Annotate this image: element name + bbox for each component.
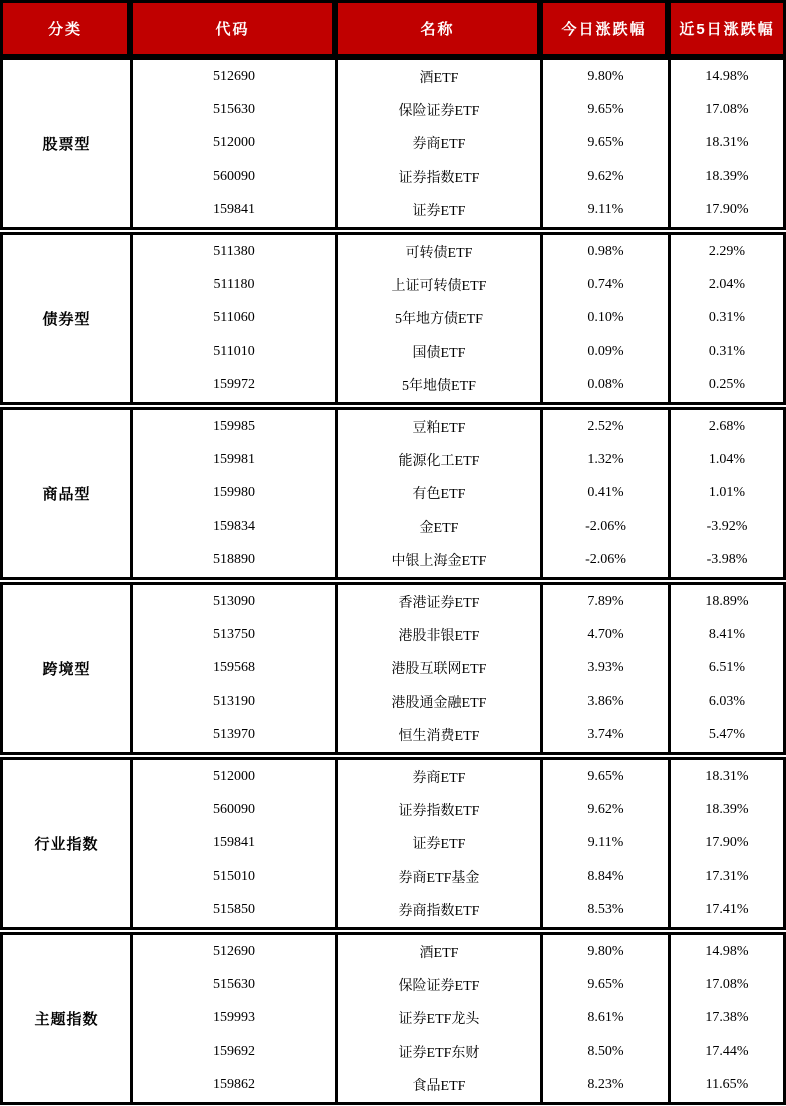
etf-code: 159980 [130, 477, 335, 510]
etf-code: 511380 [130, 235, 335, 268]
etf-code: 512690 [130, 935, 335, 968]
etf-name: 券商ETF基金 [335, 860, 540, 893]
five-day-change-value: 11.65% [668, 1069, 783, 1102]
five-day-change-value: 17.44% [668, 1035, 783, 1068]
five-day-change-value: 6.51% [668, 652, 783, 685]
etf-code: 513750 [130, 618, 335, 651]
header-cell-today-change: 今日涨跌幅 [540, 0, 668, 57]
etf-name: 港股非银ETF [335, 618, 540, 651]
today-change-value: 9.65% [540, 127, 668, 160]
etf-name: 证券ETF龙头 [335, 1002, 540, 1035]
header-cell-name: 名称 [335, 0, 540, 57]
etf-code: 515010 [130, 860, 335, 893]
five-day-change-value: 17.90% [668, 827, 783, 860]
etf-code: 159841 [130, 827, 335, 860]
etf-name: 证券ETF东财 [335, 1035, 540, 1068]
today-change-value: 7.89% [540, 585, 668, 618]
five-day-change-value: 17.08% [668, 968, 783, 1001]
five-day-change-value: 1.01% [668, 477, 783, 510]
etf-name: 保险证券ETF [335, 93, 540, 126]
today-change-value: 0.09% [540, 335, 668, 368]
etf-name: 证券ETF [335, 194, 540, 227]
today-change-value: 8.84% [540, 860, 668, 893]
etf-code: 159834 [130, 510, 335, 543]
etf-code: 515630 [130, 93, 335, 126]
header-cell-category: 分类 [0, 0, 130, 57]
etf-name: 证券ETF [335, 827, 540, 860]
five-day-change-value: 0.25% [668, 369, 783, 402]
etf-code: 159993 [130, 1002, 335, 1035]
category-section [0, 932, 786, 1105]
etf-name: 券商指数ETF [335, 894, 540, 927]
etf-code: 159568 [130, 652, 335, 685]
category-label: 跨境型 [42, 661, 91, 678]
etf-name: 证券指数ETF [335, 793, 540, 826]
five-day-change-value: -3.92% [668, 510, 783, 543]
category-section [0, 757, 786, 930]
etf-code: 159972 [130, 369, 335, 402]
today-change-value: 9.11% [540, 194, 668, 227]
today-change-value: 9.80% [540, 60, 668, 93]
category-section [0, 407, 786, 580]
etf-name: 港股通金融ETF [335, 685, 540, 718]
etf-name: 保险证券ETF [335, 968, 540, 1001]
etf-name: 食品ETF [335, 1069, 540, 1102]
five-day-change-value: 17.08% [668, 93, 783, 126]
five-day-change-value: 0.31% [668, 335, 783, 368]
today-change-value: 8.50% [540, 1035, 668, 1068]
five-day-change-value: 18.39% [668, 160, 783, 193]
table-header-row [0, 0, 786, 57]
etf-name: 中银上海金ETF [335, 544, 540, 577]
five-day-change-value: 14.98% [668, 935, 783, 968]
category-label: 行业指数 [34, 836, 99, 853]
etf-code: 513190 [130, 685, 335, 718]
five-day-change-value: 17.41% [668, 894, 783, 927]
today-change-value: 0.08% [540, 369, 668, 402]
five-day-change-value: 2.04% [668, 268, 783, 301]
category-label: 股票型 [42, 136, 91, 153]
five-day-change-value: 2.29% [668, 235, 783, 268]
today-change-value: 9.62% [540, 160, 668, 193]
today-change-value: 0.74% [540, 268, 668, 301]
five-day-change-value: 18.39% [668, 793, 783, 826]
today-change-value: -2.06% [540, 544, 668, 577]
five-day-change-value: 6.03% [668, 685, 783, 718]
five-day-change-value: 14.98% [668, 60, 783, 93]
category-label: 主题指数 [34, 1011, 99, 1028]
five-day-change-value: 8.41% [668, 618, 783, 651]
today-change-value: 3.86% [540, 685, 668, 718]
five-day-change-value: 2.68% [668, 410, 783, 443]
etf-code: 159841 [130, 194, 335, 227]
header-cell-code: 代码 [130, 0, 335, 57]
today-change-value: 3.74% [540, 719, 668, 752]
etf-code: 159985 [130, 410, 335, 443]
today-change-value: 9.11% [540, 827, 668, 860]
etf-code: 513970 [130, 719, 335, 752]
five-day-change-value: 17.90% [668, 194, 783, 227]
category-section [0, 57, 786, 230]
etf-name: 有色ETF [335, 477, 540, 510]
etf-name: 港股互联网ETF [335, 652, 540, 685]
etf-name: 恒生消费ETF [335, 719, 540, 752]
table-body [0, 57, 786, 1105]
etf-code: 515850 [130, 894, 335, 927]
etf-code: 511010 [130, 335, 335, 368]
today-change-value: 1.32% [540, 443, 668, 476]
etf-code: 511180 [130, 268, 335, 301]
today-change-value: 0.98% [540, 235, 668, 268]
etf-name: 可转债ETF [335, 235, 540, 268]
today-change-value: 0.41% [540, 477, 668, 510]
etf-name: 金ETF [335, 510, 540, 543]
five-day-change-value: 0.31% [668, 302, 783, 335]
five-day-change-value: 17.38% [668, 1002, 783, 1035]
etf-name: 上证可转债ETF [335, 268, 540, 301]
etf-name: 香港证券ETF [335, 585, 540, 618]
etf-code: 518890 [130, 544, 335, 577]
etf-name: 酒ETF [335, 935, 540, 968]
etf-code: 512000 [130, 127, 335, 160]
five-day-change-value: 17.31% [668, 860, 783, 893]
etf-code: 560090 [130, 160, 335, 193]
five-day-change-value: 1.04% [668, 443, 783, 476]
today-change-value: 9.65% [540, 93, 668, 126]
etf-name: 券商ETF [335, 760, 540, 793]
etf-name: 酒ETF [335, 60, 540, 93]
today-change-value: 0.10% [540, 302, 668, 335]
today-change-value: 9.62% [540, 793, 668, 826]
header-cell-five-day-change: 近5日涨跌幅 [668, 0, 786, 57]
etf-code: 560090 [130, 793, 335, 826]
today-change-value: 8.23% [540, 1069, 668, 1102]
etf-code: 512690 [130, 60, 335, 93]
category-section [0, 232, 786, 405]
five-day-change-value: 18.89% [668, 585, 783, 618]
etf-name: 5年地方债ETF [335, 302, 540, 335]
today-change-value: -2.06% [540, 510, 668, 543]
etf-code: 159862 [130, 1069, 335, 1102]
five-day-change-value: 18.31% [668, 127, 783, 160]
category-section [0, 582, 786, 755]
category-label: 债券型 [42, 311, 91, 328]
five-day-change-value: -3.98% [668, 544, 783, 577]
etf-name: 国债ETF [335, 335, 540, 368]
today-change-value: 9.80% [540, 935, 668, 968]
etf-code: 159692 [130, 1035, 335, 1068]
etf-name: 能源化工ETF [335, 443, 540, 476]
etf-code: 512000 [130, 760, 335, 793]
five-day-change-value: 18.31% [668, 760, 783, 793]
today-change-value: 9.65% [540, 760, 668, 793]
today-change-value: 2.52% [540, 410, 668, 443]
today-change-value: 8.61% [540, 1002, 668, 1035]
etf-code: 515630 [130, 968, 335, 1001]
etf-name: 券商ETF [335, 127, 540, 160]
category-label: 商品型 [42, 486, 91, 503]
today-change-value: 3.93% [540, 652, 668, 685]
today-change-value: 9.65% [540, 968, 668, 1001]
today-change-value: 8.53% [540, 894, 668, 927]
etf-code: 513090 [130, 585, 335, 618]
etf-name: 证券指数ETF [335, 160, 540, 193]
five-day-change-value: 5.47% [668, 719, 783, 752]
etf-code: 159981 [130, 443, 335, 476]
etf-name: 5年地债ETF [335, 369, 540, 402]
today-change-value: 4.70% [540, 618, 668, 651]
etf-name: 豆粕ETF [335, 410, 540, 443]
etf-code: 511060 [130, 302, 335, 335]
